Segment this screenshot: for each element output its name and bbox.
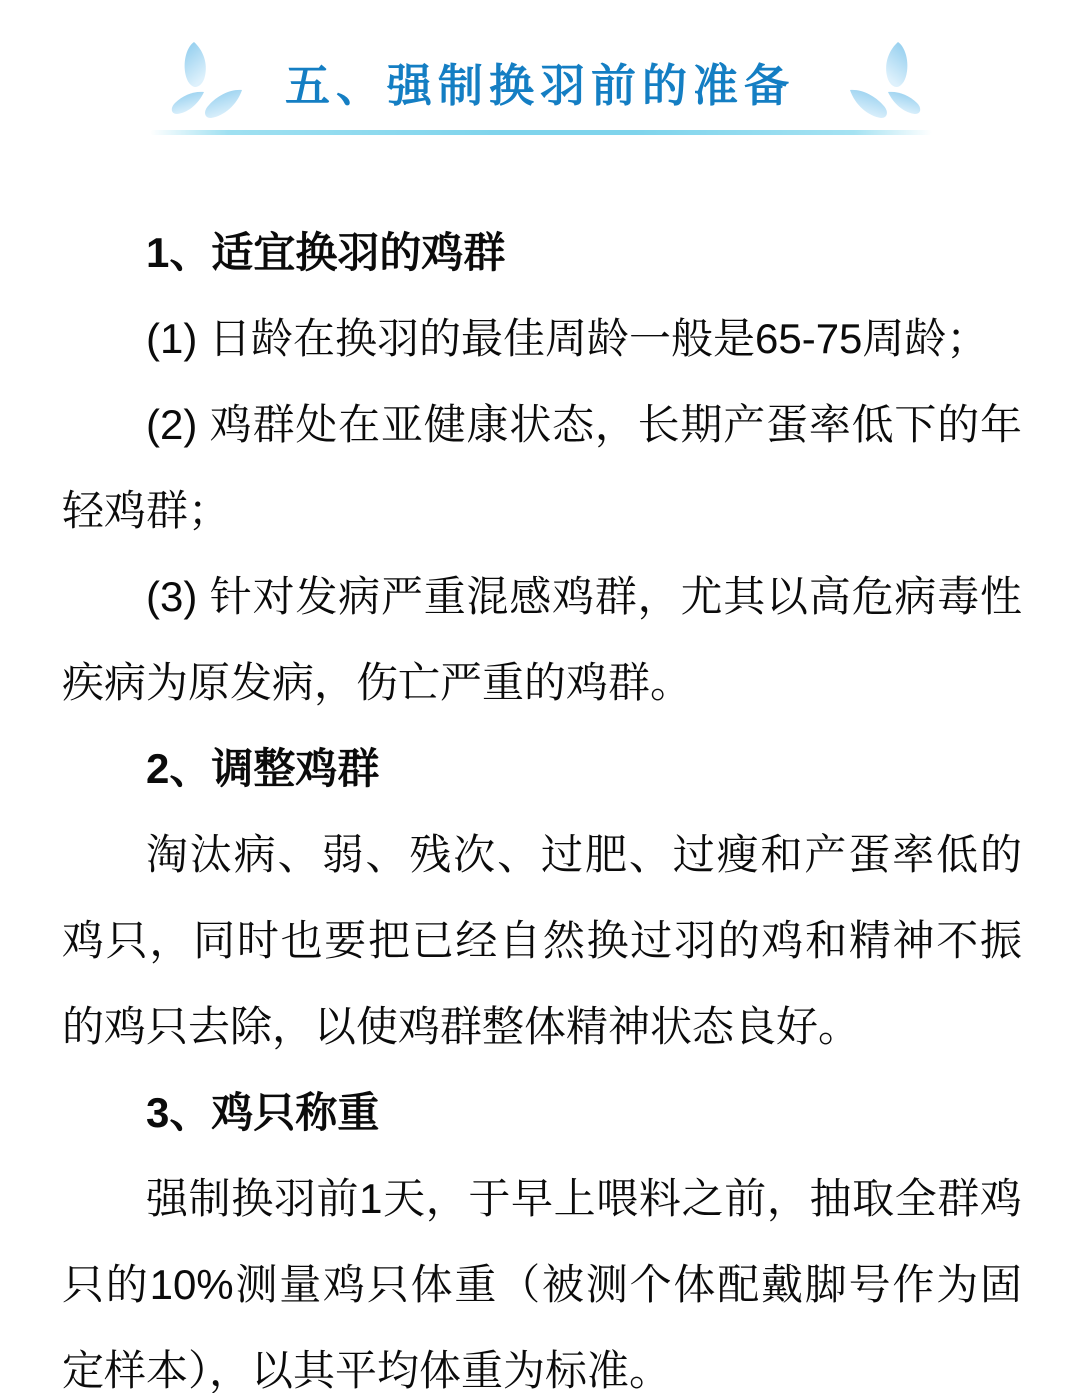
page-title: 五、强制换羽前的准备 xyxy=(284,60,795,111)
section-heading-1: 1、适宜换羽的鸡群 xyxy=(146,229,506,276)
paragraph-item-2: (2) 鸡群处在亚健康状态，长期产蛋率低下的年轻鸡群； xyxy=(62,401,1022,534)
section-heading-2: 2、调整鸡群 xyxy=(146,745,380,792)
article-header xyxy=(0,0,1080,172)
article-body xyxy=(0,210,1080,1393)
paragraph-item-5: 强制换羽前1天，于早上喂料之前，抽取全群鸡只的10%测量鸡只体重（被测个体配戴脚号作为固定样本），以其平均体重为标准。 xyxy=(62,1175,1022,1393)
title-underline-divider xyxy=(150,130,932,135)
section-heading-3: 3、鸡只称重 xyxy=(146,1089,380,1136)
paragraph-item-4: 淘汰病、弱、残次、过肥、过瘦和产蛋率低的鸡只，同时也要把已经自然换过羽的鸡和精神不振的鸡只去除，以使鸡群整体精神状态良好。 xyxy=(62,831,1022,1050)
paragraph-item-1: (1) 日龄在换羽的最佳周龄一般是65-75周龄； xyxy=(146,315,989,362)
water-droplets-right-icon xyxy=(828,30,932,128)
paragraph-item-3: (3) 针对发病严重混感鸡群，尤其以高危病毒性疾病为原发病，伤亡严重的鸡群。 xyxy=(62,573,1022,706)
